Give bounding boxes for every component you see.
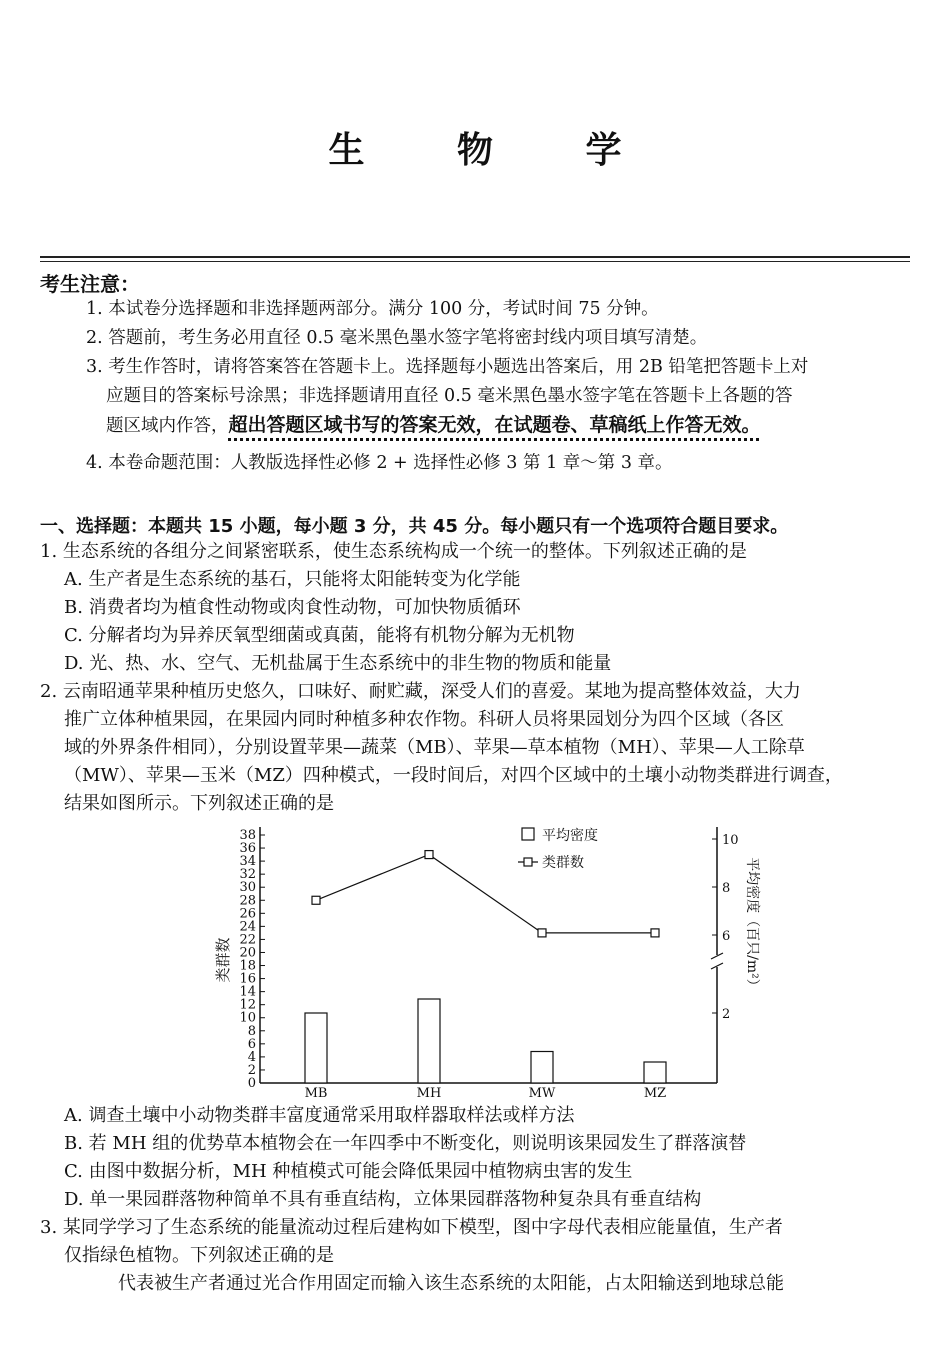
left-tick-label: 38 [239, 828, 256, 843]
q2-stem-line-5: 结果如图所示。下列叙述正确的是 [64, 793, 334, 814]
q2-option-d: D. 单一果园群落物种简单不具有垂直结构，立体果园群落物种复杂具有垂直结构 [64, 1189, 702, 1210]
q2-stem-line-2: 推广立体种植果园，在果园内同时种植多种农作物。科研人员将果园划分为四个区域（各区 [64, 709, 784, 730]
x-category-label: MW [528, 1086, 556, 1100]
notice-item-3-emphasis: 超出答题区域书写的答案无效，在试题卷、草稿纸上作答无效。 [228, 414, 761, 436]
left-tick-label: 12 [239, 997, 256, 1013]
q1-option-c: C. 分解者均为异养厌氧型细菌或真菌，能将有机物分解为无机物 [64, 625, 575, 646]
density-bar [418, 999, 440, 1083]
page-title: 生 物 学 [328, 130, 662, 171]
section-1-heading: 一、选择题：本题共 15 小题，每小题 3 分，共 45 分。每小题只有一个选项符合题目要求。 [40, 516, 789, 537]
notice-item-3-prefix: 题区域内作答， [106, 416, 229, 436]
q2-option-a: A. 调查土壤中小动物类群丰富度通常采用取样器取样法或样方法 [64, 1105, 575, 1126]
notice-heading: 考生注意： [40, 272, 140, 296]
chart-axes [214, 827, 761, 1100]
left-tick-label: 24 [239, 919, 256, 935]
q2-stem-line-4: （MW）、苹果—玉米（MZ）四种模式，一段时间后，对四个区域中的土壤小动物类群进行调查， [64, 765, 843, 786]
group-count-point [538, 929, 546, 937]
q2-stem-line-1: 2. 云南昭通苹果种植历史悠久，口味好、耐贮藏，深受人们的喜爱。某地为提高整体效益，大力 [40, 681, 801, 702]
notice-item-3-line-1: 3. 考生作答时，请将答案答在答题卡上。选择题每小题选出答案后，用 2B 铅笔把答题卡上对 [86, 357, 809, 377]
q3-stem-line-2: 仅指绿色植物。下列叙述正确的是 [64, 1245, 334, 1266]
left-tick-label: 34 [239, 854, 256, 870]
left-tick-label: 28 [239, 893, 256, 909]
right-axis-title: 平均密度（百只/m²） [744, 857, 760, 993]
left-tick-label: 22 [239, 932, 256, 948]
density-bar [644, 1062, 666, 1083]
q1-option-b: B. 消费者均为植食性动物或肉食性动物，可加快物质循环 [64, 597, 521, 618]
x-category-label: MH [416, 1086, 442, 1100]
x-category-label: MB [304, 1086, 328, 1100]
left-tick-label: 26 [239, 906, 256, 922]
group-count-point [312, 896, 320, 904]
left-tick-label: 6 [247, 1036, 256, 1052]
q1-option-a: A. 生产者是生态系统的基石，只能将太阳能转变为化学能 [64, 569, 521, 590]
legend-swatch-point [524, 858, 532, 866]
chart-legend [518, 827, 598, 871]
right-tick-label: 2 [722, 1007, 731, 1022]
left-tick-label: 18 [239, 958, 256, 974]
density-bar [305, 1013, 327, 1083]
notice-item-4: 4. 本卷命题范围：人教版选择性必修 2 + 选择性必修 3 第 1 章～第 3 章。 [86, 453, 673, 473]
left-tick-label: 36 [239, 841, 256, 857]
notice-item-1: 1. 本试卷分选择题和非选择题两部分。满分 100 分，考试时间 75 分钟。 [86, 299, 659, 319]
chart-line-series [312, 851, 659, 937]
left-tick-label: 4 [247, 1049, 256, 1065]
left-tick-label: 8 [247, 1023, 256, 1039]
density-bar [531, 1052, 553, 1084]
left-tick-label: 32 [239, 867, 256, 883]
left-tick-label: 10 [239, 1010, 256, 1026]
left-tick-label: 30 [239, 880, 256, 896]
left-axis-title: 类群数 [214, 937, 232, 983]
x-category-label: MZ [643, 1086, 667, 1100]
legend-swatch-bar [522, 828, 534, 840]
q3-stem-line-1: 3. 某同学学习了生态系统的能量流动过程后建构如下模型，图中字母代表相应能量值，生产者 [40, 1217, 783, 1238]
right-tick-label: 8 [722, 881, 731, 896]
right-tick-label: 10 [722, 833, 739, 848]
q1-stem: 1. 生态系统的各组分之间紧密联系，使生态系统构成一个统一的整体。下列叙述正确的是 [40, 541, 747, 562]
header-rule-thick [40, 256, 910, 258]
q2-chart [200, 815, 770, 1100]
q2-option-b: B. 若 MH 组的优势草本植物会在一年四季中不断变化，则说明该果园发生了群落演替 [64, 1133, 747, 1154]
q2-option-c: C. 由图中数据分析，MH 种植模式可能会降低果园中植物病虫害的发生 [64, 1161, 633, 1182]
left-tick-label: 16 [239, 971, 256, 987]
left-tick-label: 14 [239, 984, 256, 1000]
notice-item-3-line-3 [106, 412, 761, 439]
q3-stem-line-3: 代表被生产者通过光合作用固定而输入该生态系统的太阳能，占太阳输送到地球总能 [118, 1273, 784, 1294]
group-count-line [316, 855, 655, 933]
legend-label-groups: 类群数 [542, 855, 584, 871]
left-tick-label: 0 [247, 1076, 256, 1091]
q1-option-d: D. 光、热、水、空气、无机盐属于生态系统中的非生物的物质和能量 [64, 653, 612, 674]
left-tick-label: 2 [247, 1062, 256, 1078]
legend-label-density: 平均密度 [542, 828, 598, 844]
group-count-point [425, 851, 433, 859]
group-count-point [651, 929, 659, 937]
left-tick-label: 20 [239, 945, 256, 961]
chart-bars [305, 999, 666, 1083]
notice-item-2: 2. 答题前，考生务必用直径 0.5 毫米黑色墨水签字笔将密封线内项目填写清楚。 [86, 328, 708, 348]
notice-item-3-line-2: 应题目的答案标号涂黑；非选择题请用直径 0.5 毫米黑色墨水签字笔在答题卡上各题的答 [106, 386, 793, 406]
right-tick-label: 6 [722, 929, 731, 944]
q2-stem-line-3: 域的外界条件相同），分别设置苹果—蔬菜（MB）、苹果—草本植物（MH）、苹果—人工除草 [64, 737, 805, 758]
header-rule-thin [40, 261, 910, 262]
